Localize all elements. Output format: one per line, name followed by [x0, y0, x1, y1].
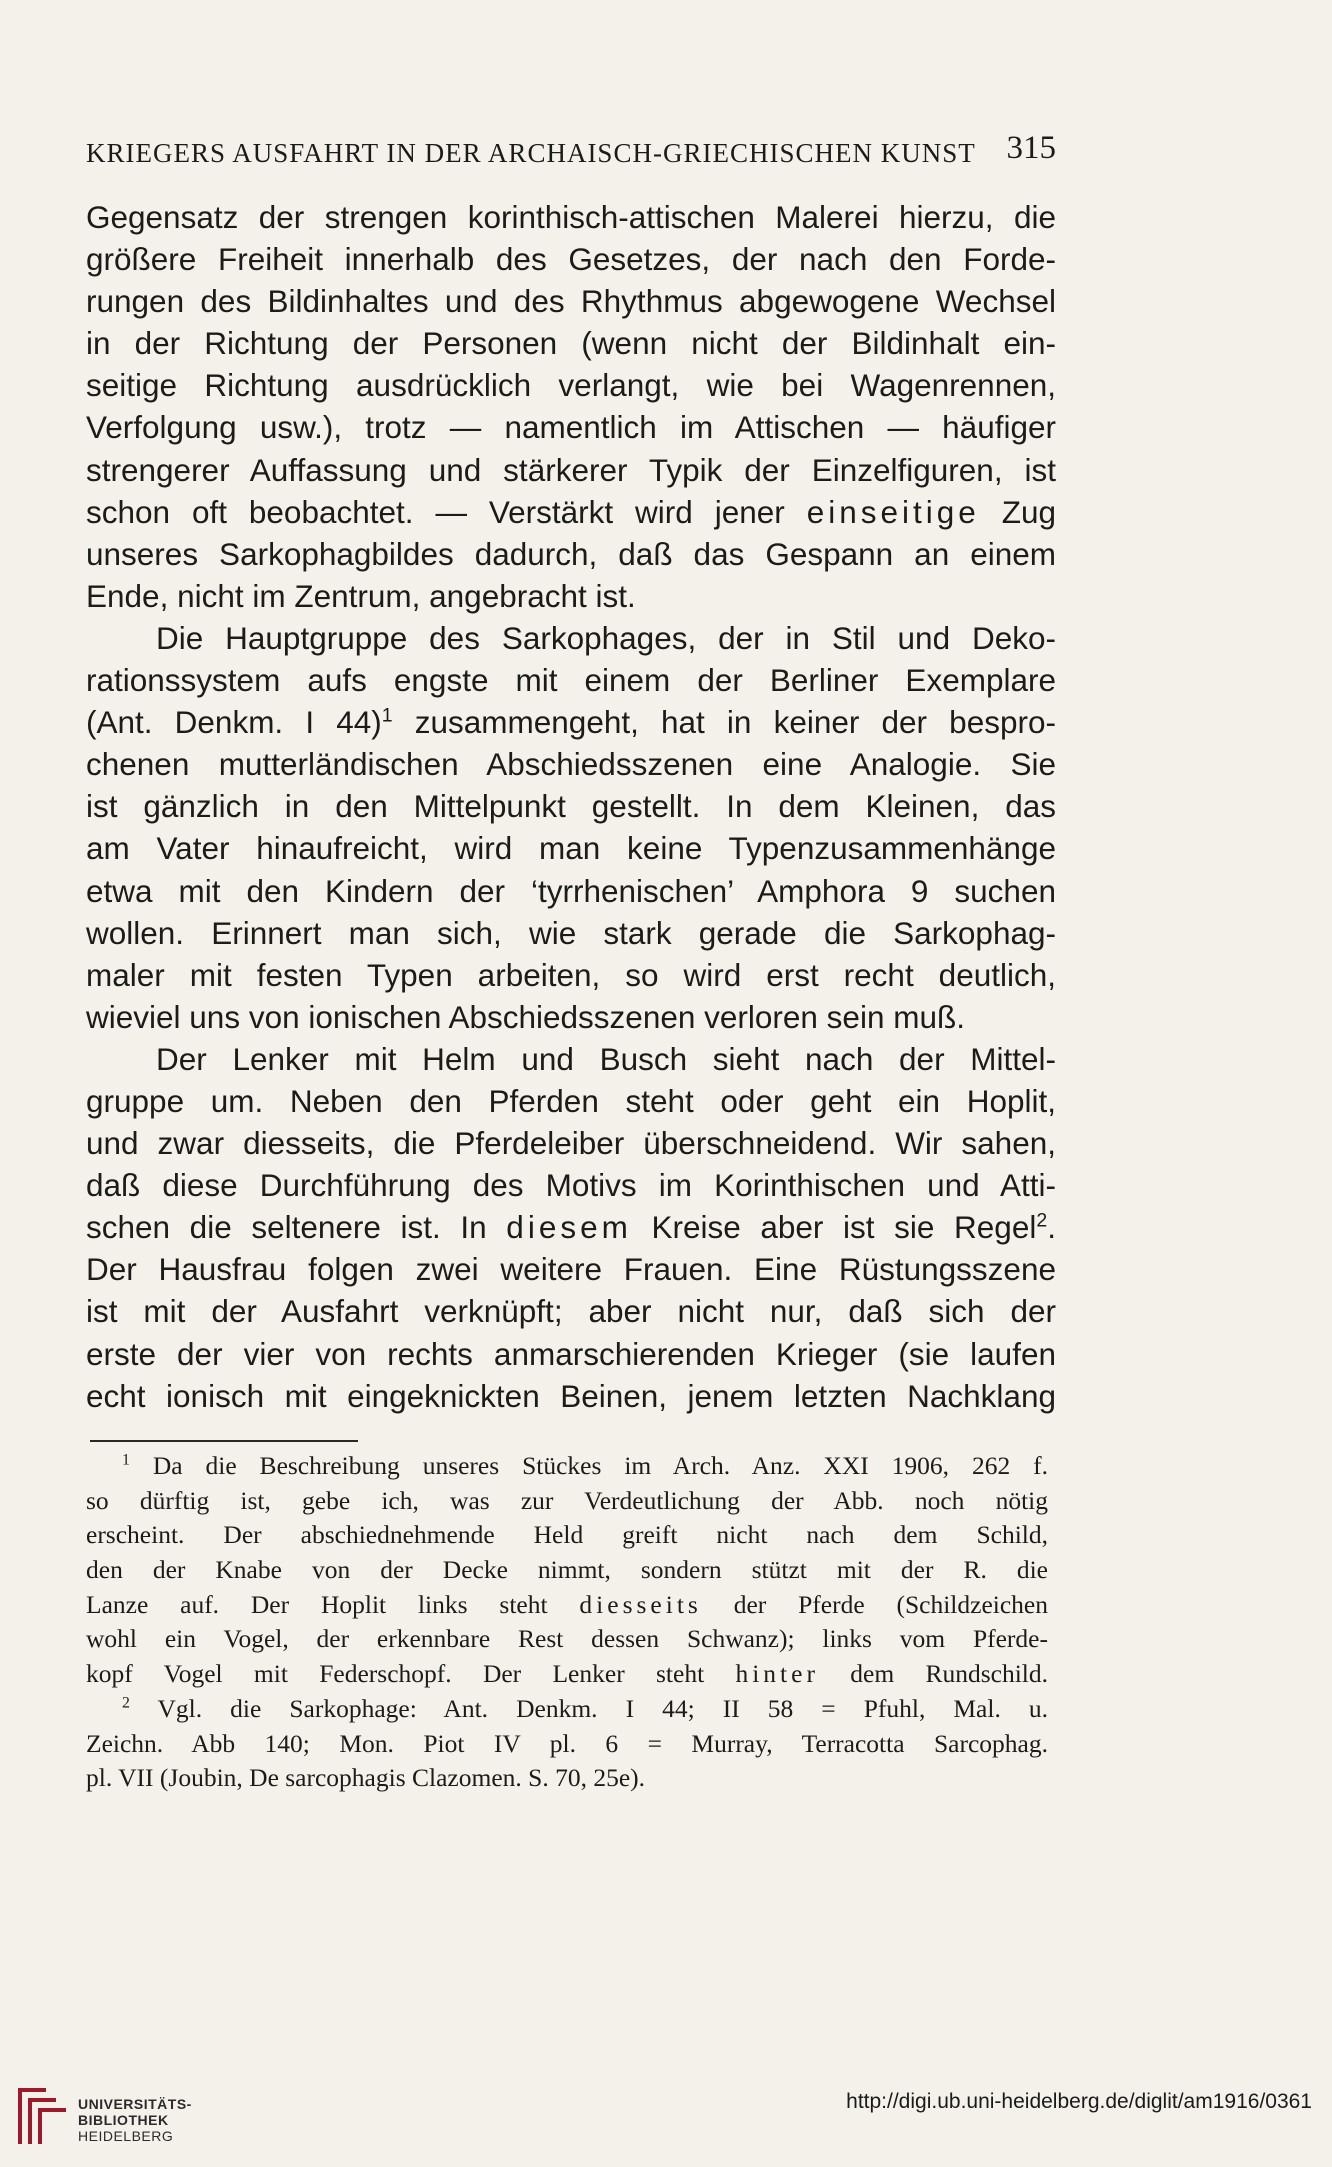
footnote-ref-1[interactable]: 1: [381, 704, 393, 727]
footnote-line: den der Knabe von der Decke nimmt, sondern stützt mit der R. die: [86, 1555, 1048, 1585]
footnote-line: [86, 1656, 1048, 1691]
text-line: ist gänzlich in den Mittelpunkt gestellt. In dem Kleinen, das: [86, 788, 1056, 825]
text-line: wieviel uns von ionischen Abschiedsszenen verloren sein muß.: [86, 998, 965, 1035]
text-line: rationssystem aufs engste mit einem der Berliner Exemplare: [86, 662, 1056, 699]
text-line: ist mit der Ausfahrt verknüpft; aber nicht nur, daß sich der: [86, 1293, 1056, 1330]
text-line: und zwar diesseits, die Pferdeleiber überschneidend. Wir sahen,: [86, 1125, 1056, 1162]
text-line: chenen mutterländischen Abschiedsszenen eine Analogie. Sie: [86, 746, 1056, 783]
text-span: Zug: [1001, 493, 1056, 530]
text-line: [86, 701, 1056, 743]
footnotes: [86, 1448, 1048, 1795]
running-head: [86, 130, 1056, 180]
text-line: Verfolgung usw.), trotz — namentlich im Attischen — häufiger: [86, 409, 1056, 446]
text-line: seitige Richtung ausdrücklich verlangt, wie bei Wagenrennen,: [86, 367, 1056, 404]
footnote-line: [86, 1587, 1048, 1622]
text-line: Die Hauptgruppe des Sarkophages, der in Stil und Deko-: [156, 619, 1056, 656]
text-line: erste der vier von rechts anmarschierenden Krieger (sie laufen: [86, 1335, 1056, 1372]
text-line: maler mit festen Typen arbeiten, so wird erst recht deutlich,: [86, 956, 1056, 993]
footnote-line: Zeichn. Abb 140; Mon. Piot IV pl. 6 = Murray, Terracotta Sarcophag.: [86, 1728, 1048, 1758]
text-line: größere Freiheit innerhalb des Gesetzes, der nach den Forde-: [86, 241, 1056, 278]
footnote-mark-2: 2: [122, 1694, 130, 1712]
footnote-line: [86, 1448, 1048, 1483]
footnote-line: [86, 1691, 1048, 1726]
text-line: daß diese Durchführung des Motivs im Korinthischen und Atti-: [86, 1167, 1056, 1204]
text-line: Der Hausfrau folgen zwei weitere Frauen. Eine Rüstungsszene: [86, 1251, 1056, 1288]
text-span: schon oft beobachtet. — Verstärkt wird jener: [86, 493, 785, 530]
text-span: dem Rundschild.: [850, 1659, 1049, 1689]
text-line: in der Richtung der Personen (wenn nicht der Bildinhalt ein-: [86, 325, 1056, 362]
library-name-line: BIBLIOTHEK: [78, 2112, 169, 2128]
text-span: .: [1047, 1209, 1056, 1246]
footnote-line: wohl ein Vogel, der erkennbare Rest dessen Schwanz); links vom Pferde-: [86, 1624, 1048, 1654]
spaced-emphasis: diesem: [506, 1209, 632, 1246]
footnote-line: erscheint. Der abschiednehmende Held greift nicht nach dem Schild,: [86, 1520, 1048, 1550]
text-line: gruppe um. Neben den Pferden steht oder geht ein Hoplit,: [86, 1082, 1056, 1119]
library-name-line: HEIDELBERG: [78, 2128, 174, 2144]
source-url-link[interactable]: http://digi.ub.uni-heidelberg.de/diglit/am1916/0361: [846, 2090, 1312, 2113]
text-line: unseres Sarkophagbildes dadurch, daß das Gespann an einem: [86, 535, 1056, 572]
text-line: am Vater hinaufreicht, wird man keine Typenzusammenhänge: [86, 830, 1056, 867]
footnote-line: so dürftig ist, gebe ich, was zur Verdeutlichung der Abb. noch nötig: [86, 1485, 1048, 1515]
library-logo[interactable]: [12, 2078, 222, 2153]
text-line: echt ionisch mit eingeknickten Beinen, jenem letzten Nachklang: [86, 1377, 1056, 1414]
running-title: KRIEGERS AUSFAHRT IN DER ARCHAISCH-GRIECHISCHEN KUNST: [86, 138, 976, 168]
text-span: kopf Vogel mit Federschopf. Der Lenker steht: [86, 1659, 705, 1689]
text-line: strengerer Auffassung und stärkerer Typik der Einzelfiguren, ist: [86, 451, 1056, 488]
text-span: der Pferde (Schildzeichen: [733, 1589, 1048, 1619]
text-line: etwa mit den Kindern der ‘tyrrhenischen’ Amphora 9 suchen: [86, 872, 1056, 909]
footnote-line: pl. VII (Joubin, De sarcophagis Clazomen. S. 70, 25e).: [86, 1763, 646, 1793]
text-span: schen die seltenere ist. In: [86, 1209, 487, 1246]
text-line: [86, 1206, 1056, 1248]
footnote-ref-2[interactable]: 2: [1036, 1209, 1048, 1232]
library-emblem-icon: [12, 2078, 72, 2150]
spaced-emphasis: einseitige: [806, 493, 980, 530]
text-line: wollen. Erinnert man sich, wie stark gerade die Sarkophag-: [86, 914, 1056, 951]
text-span: zusammengeht, hat in keiner der bespro-: [392, 704, 1056, 741]
page-number: 315: [1006, 130, 1056, 166]
text-line: Ende, nicht im Zentrum, angebracht ist.: [86, 577, 636, 614]
library-name: [78, 2096, 192, 2144]
text-span: Kreise aber ist sie Regel: [651, 1209, 1037, 1246]
spaced-emphasis: diesseits: [579, 1589, 702, 1619]
text-span: (Ant. Denkm. I 44): [86, 704, 382, 741]
text-line: Gegensatz der strengen korinthisch-attischen Malerei hierzu, die: [86, 199, 1056, 235]
library-name-line: UNIVERSITÄTS-: [78, 2096, 192, 2112]
text-line: Der Lenker mit Helm und Busch sieht nach der Mittel-: [156, 1040, 1056, 1077]
text-line: rungen des Bildinhaltes und des Rhythmus abgewogene Wechsel: [86, 283, 1056, 320]
text-line: [86, 491, 1056, 533]
text-span: Vgl. die Sarkophage: Ant. Denkm. I 44; II 58 = Pfuhl, Mal. u.: [129, 1693, 1048, 1723]
body-text: [86, 196, 1056, 1417]
footnote-divider: [90, 1440, 358, 1442]
text-span: Da die Beschreibung unseres Stückes im Arch. Anz. XXI 1906, 262 f.: [129, 1451, 1048, 1480]
text-span: Lanze auf. Der Hoplit links steht: [86, 1589, 548, 1619]
spaced-emphasis: hinter: [735, 1659, 819, 1689]
footnote-mark-1: 1: [122, 1451, 130, 1469]
